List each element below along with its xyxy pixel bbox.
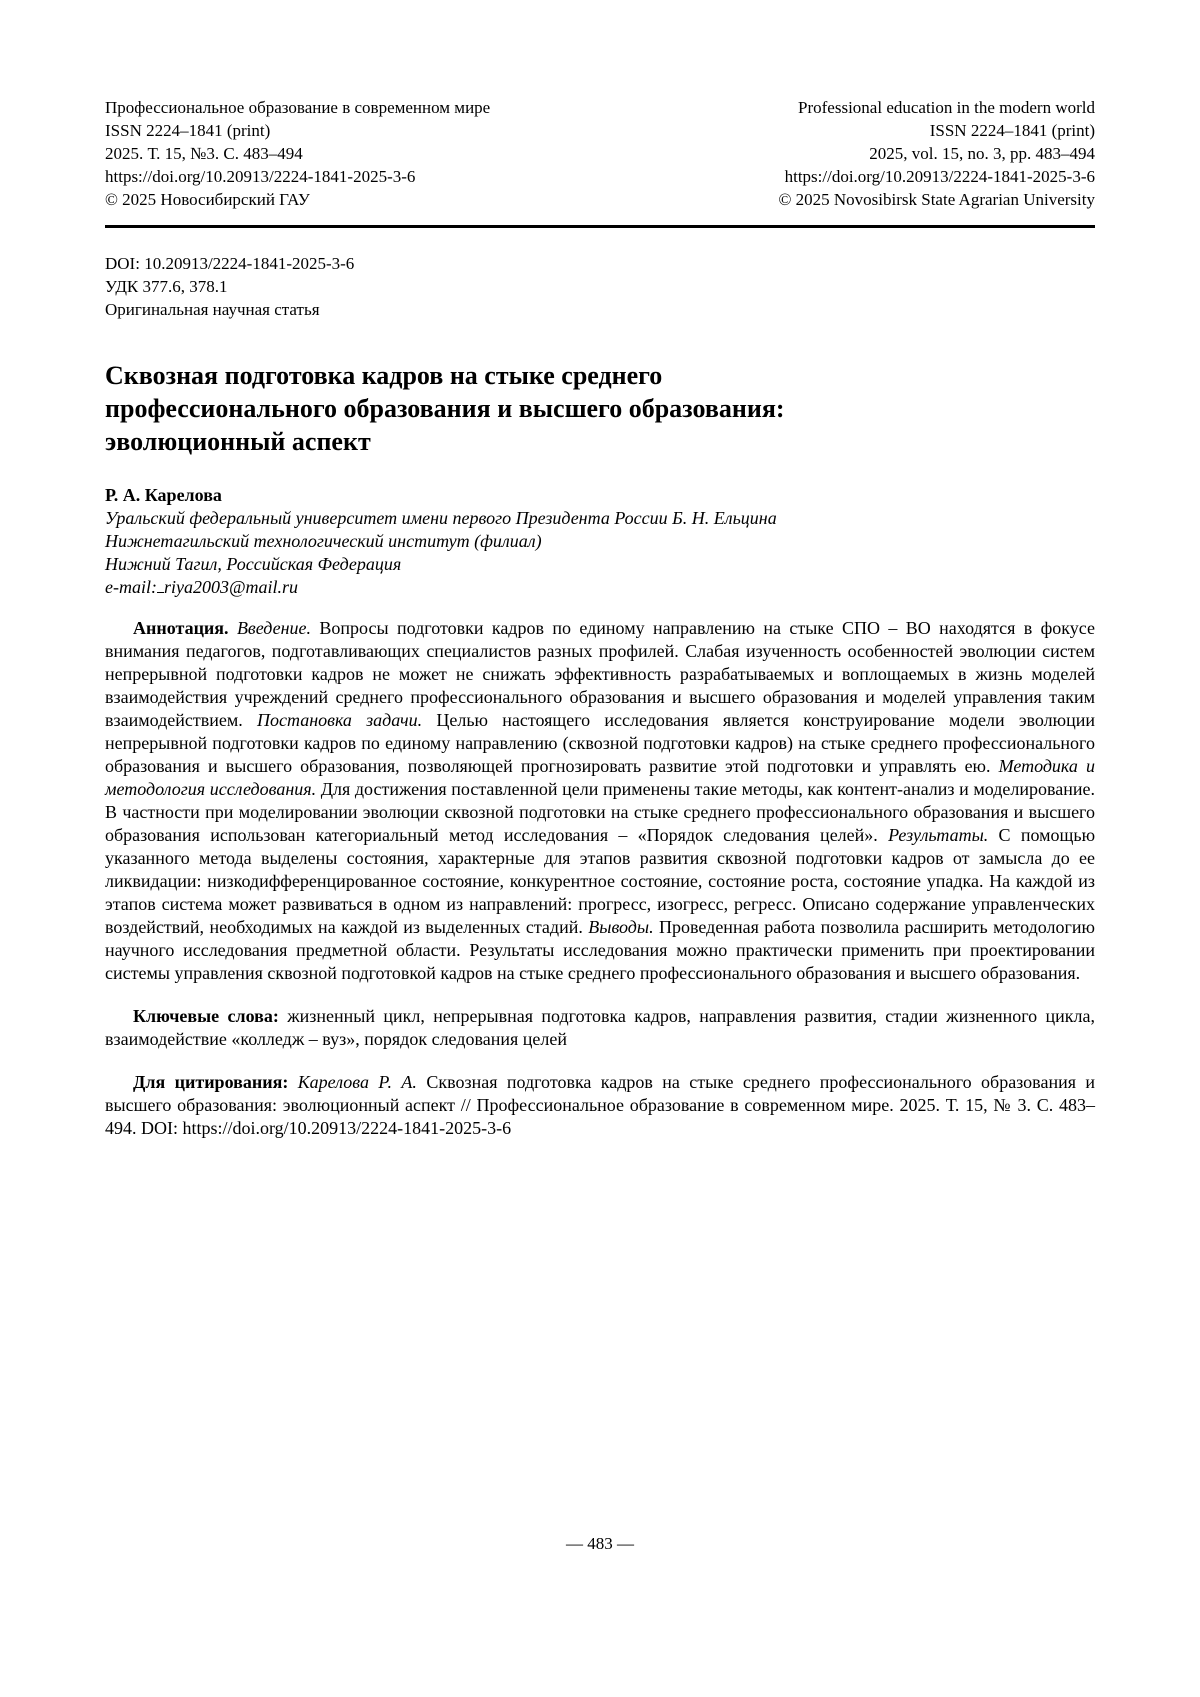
email-label: e-mail: [105, 577, 157, 597]
header-divider [105, 225, 1095, 228]
keywords-paragraph [105, 1005, 1095, 1051]
udk-line: УДК 377.6, 378.1 [105, 277, 228, 296]
page-title: Сквозная подготовка кадров на стыке среднего профессионального образования и высшего образования: эволюционный аспект [105, 361, 785, 456]
email-link[interactable]: riya2003@mail.ru [163, 577, 299, 597]
header-right-block [778, 96, 1095, 211]
abstract-label: Аннотация. [133, 618, 229, 638]
journal-name-en: Professional education in the modern world [798, 98, 1095, 117]
abstract-methods-text: Для достижения поставленной цели применены такие методы, как контент-анализ и моделирование. В частности при моделировании эволюции сквозной подготовки на стыке среднего профессионального образования и высшего образования использован категориальный метод исследования – «Порядок следования целей». [105, 779, 1095, 845]
article-type-line: Оригинальная научная статья [105, 300, 320, 319]
keywords-label: Ключевые слова: [133, 1006, 279, 1026]
abstract-methods-heading: Методика и методология исследования. [105, 756, 1095, 799]
abstract-conclusions-heading: Выводы. [588, 917, 654, 937]
abstract-introduction-text: Вопросы подготовки кадров по единому направлению на стыке СПО – ВО находятся в фокусе внимания педагогов, подготавливающих специалистов разных профилей. Слабая изученность особенностей эволюции систем непрерывной подготовки кадров не может не снижать эффективность разрабатываемых и воплощаемых в жизнь моделей взаимодействия учреждений среднего профессионального образования и высшего образования и моделей управления таким взаимодействием. [105, 618, 1095, 730]
affiliation-city: Нижний Тагил, Российская Федерация [105, 554, 402, 574]
doi-link-en[interactable]: https://doi.org/10.20913/2224-1841-2025-3-6 [784, 167, 1095, 186]
issn-en: ISSN 2224–1841 (print) [929, 121, 1095, 140]
citation-text: Сквозная подготовка кадров на стыке среднего профессионального образования и высшего образования: эволюционный аспект // Профессиональное образование в современном мире. 2025. Т. 15, № 3. С. 483–494. DOI: https://doi.org/10.20913/2224-1841-2025-3-6 [105, 1072, 1096, 1138]
affiliation-institute: Нижнетагильский технологический институт (филиал) [105, 531, 542, 551]
article-meta [105, 252, 1095, 321]
abstract-problem-heading: Постановка задачи. [257, 710, 423, 730]
abstract-paragraph [105, 617, 1095, 985]
volume-info-en: 2025, vol. 15, no. 3, pp. 483–494 [869, 144, 1095, 163]
abstract-problem-text: Целью настоящего исследования является конструирование модели эволюции непрерывной подготовки кадров по единому направлению (сквозной подготовки кадров) на стыке среднего профессионального образования и высшего образования, позволяющей прогнозировать развитие этой подготовки и управлять ею. [105, 710, 1096, 776]
email-line [105, 576, 1095, 599]
journal-name-ru: Профессиональное образование в современном мире [105, 98, 491, 117]
abstract-results-heading: Результаты. [888, 825, 989, 845]
author-name: Р. А. Карелова [105, 485, 222, 505]
issn-ru: ISSN 2224–1841 (print) [105, 121, 271, 140]
citation-label: Для цитирования: [133, 1072, 289, 1092]
abstract-introduction-heading: Введение. [236, 618, 312, 638]
doi-line: DOI: 10.20913/2224-1841-2025-3-6 [105, 254, 355, 273]
doi-link-ru[interactable]: https://doi.org/10.20913/2224-1841-2025-3-6 [105, 167, 416, 186]
citation-authors: Карелова Р. А. [297, 1072, 417, 1092]
page-number: — 483 — [566, 1534, 634, 1553]
author-affiliations [105, 507, 1095, 599]
abstract-conclusions-text: Проведенная работа позволила расширить методологию научного исследования предметной области. Результаты исследования можно практически применить при проектировании системы управления сквозной подготовкой кадров на стыке среднего профессионального образования и высшего образования. [105, 917, 1095, 983]
volume-info-ru: 2025. Т. 15, №3. С. 483–494 [105, 144, 303, 163]
email-underline [157, 579, 164, 593]
abstract-results-text: С помощью указанного метода выделены состояния, характерные для этапов развития сквозной подготовки кадров от замысла до ее ликвидации: низкодифференцированное состояние, конкурентное состояние, состояние роста, состояние упадка. На каждой из этапов система может развиваться в одном из направлений: прогресс, изогресс, регресс. Описано содержание управленческих воздействий, необходимых на каждой из выделенных стадий. [105, 825, 1096, 937]
copyright-en: © 2025 Novosibirsk State Agrarian University [778, 190, 1095, 209]
affiliation-university: Уральский федеральный университет имени первого Президента России Б. Н. Ельцина [105, 508, 777, 528]
citation-paragraph [105, 1071, 1095, 1140]
keywords-text: жизненный цикл, непрерывная подготовка кадров, направления развития, стадии жизненного цикла, взаимодействие «колледж – вуз», порядок следования целей [105, 1006, 1096, 1049]
page-header [105, 96, 1095, 211]
header-left-block [105, 96, 490, 211]
copyright-ru: © 2025 Новосибирский ГАУ [105, 190, 310, 209]
